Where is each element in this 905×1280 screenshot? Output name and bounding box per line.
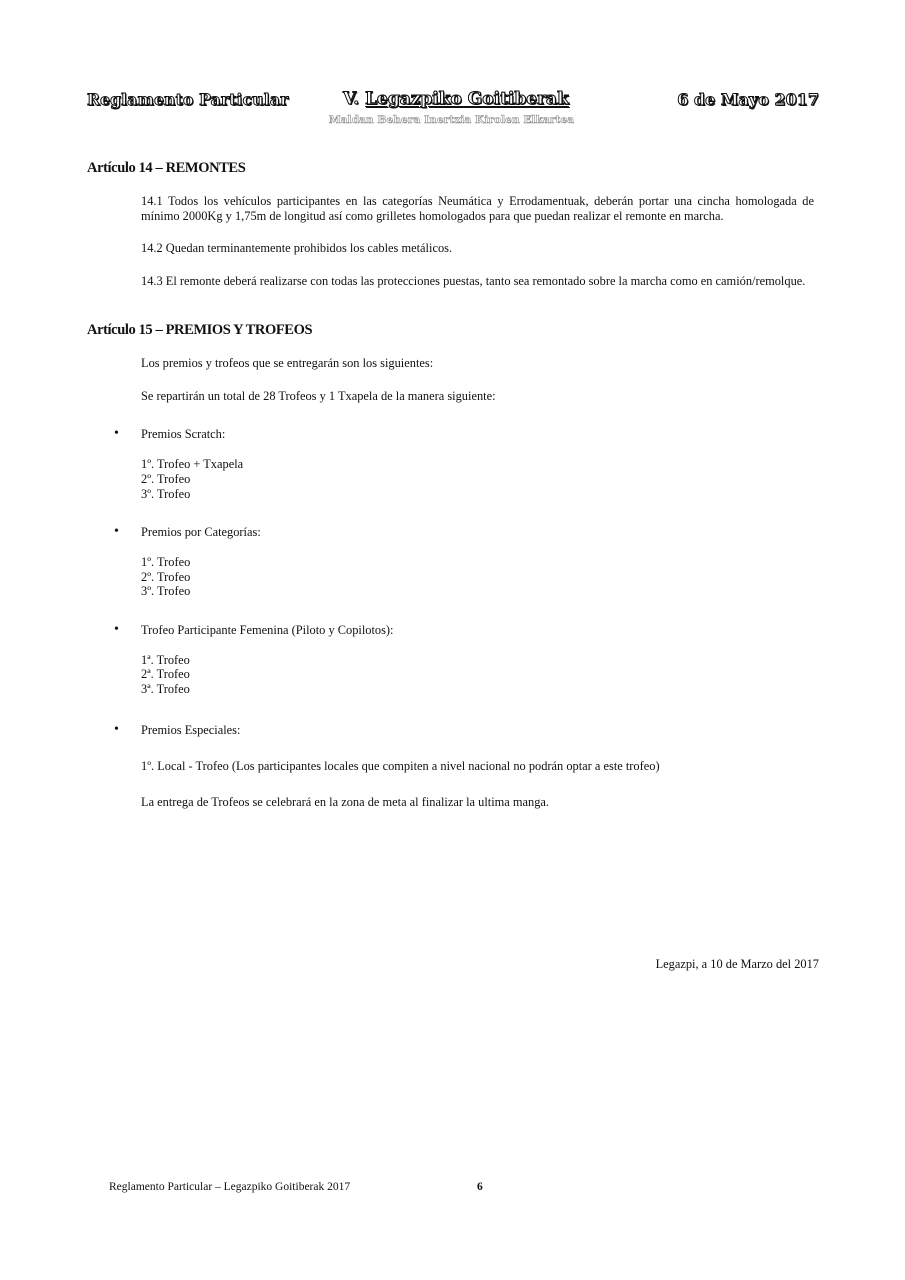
list-item: 2º. Trofeo [141,472,191,486]
bullet-icon: • [114,622,119,637]
section-special-title: Premios Especiales: [141,723,241,737]
bullet-icon: • [114,524,119,539]
list-item: 1ª. Trofeo [141,653,190,667]
article-14-2-paragraph: 14.2 Quedan terminantemente prohibidos los cables metálicos. [141,241,453,255]
article-14-1-paragraph: 14.1 Todos los vehículos participantes en las categorías Neumática y Errodamentuak, deberán portar una cincha homologada de mínimo 2000Kg y 1,75m de longitud así como grilletes homologados para que puedan realizar el remonte en marcha. [141,194,814,223]
article-15-heading: Artículo 15 – PREMIOS Y TROFEOS [87,322,313,338]
article-14-heading: Artículo 14 – REMONTES [87,160,246,176]
list-item: 3ª. Trofeo [141,682,190,696]
closing-paragraph: La entrega de Trofeos se celebrará en la zona de meta al finalizar la ultima manga. [141,795,550,809]
header-event-name: Legazpiko Goitiberak [365,89,569,109]
footer-text: Reglamento Particular – Legazpiko Goitiberak 2017 [109,1181,351,1193]
header-left-title: Reglamento Particular [87,90,289,109]
list-item: 2ª. Trofeo [141,667,190,681]
list-item: 3º. Trofeo [141,487,191,501]
list-item: 2º. Trofeo [141,570,191,584]
article-15-intro: Los premios y trofeos que se entregarán son los siguientes: [141,356,434,370]
header-subtitle: Maldan Behera Inertzia Kirolen Elkartea [329,114,575,126]
list-item: 1º. Trofeo [141,555,191,569]
list-item: 1º. Trofeo + Txapela [141,457,244,471]
list-item: 3º. Trofeo [141,584,191,598]
page-number: 6 [477,1181,483,1193]
header-date: 6 de Mayo 2017 [677,90,819,109]
bullet-icon: • [114,722,119,737]
section-female-title: Trofeo Participante Femenina (Piloto y Copilotos): [141,623,394,637]
section-categories-title: Premios por Categorías: [141,525,261,539]
signature-place-date: Legazpi, a 10 de Marzo del 2017 [655,957,819,971]
section-scratch-title: Premios Scratch: [141,427,226,441]
article-15-total: Se repartirán un total de 28 Trofeos y 1 Txapela de la manera siguiente: [141,389,496,403]
article-14-3-paragraph: 14.3 El remonte deberá realizarse con todas las protecciones puestas, tanto sea remontado sobre la marcha como en camión/remolque. [141,274,806,288]
header-event-title [343,89,569,109]
list-item: 1º. Local - Trofeo (Los participantes locales que compiten a nivel nacional no podrán optar a este trofeo) [141,759,660,773]
header-edition: V. [343,89,360,109]
bullet-icon: • [114,426,119,441]
